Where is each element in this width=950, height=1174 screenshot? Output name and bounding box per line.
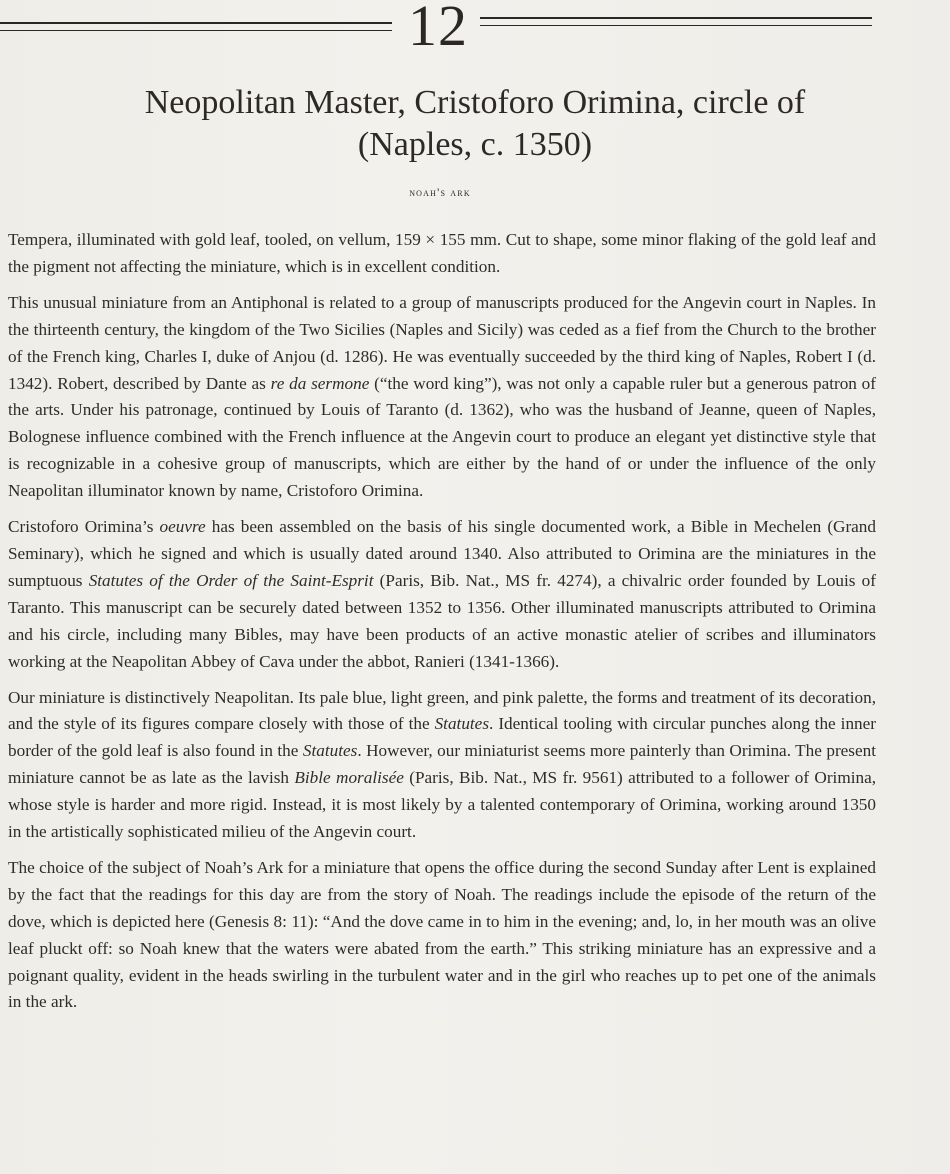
paragraph-description: Tempera, illuminated with gold leaf, tooled, on vellum, 159 × 155 mm. Cut to shape, some minor flaking of the gold leaf and the pigment not affecting the miniature, which is in excellent condition.	[8, 230, 876, 276]
entry-subtitle: noah's ark	[409, 185, 471, 199]
header-rule-left	[0, 22, 392, 31]
italic-title: Statutes of the Order of the Saint-Esprit	[88, 570, 374, 590]
entry-title-line-1: Neopolitan Master, Cristoforo Orimina, circle of	[144, 84, 806, 121]
entry-title	[40, 82, 910, 166]
italic-title: Statutes	[302, 741, 358, 761]
header-rule-right	[480, 17, 872, 26]
paragraph-history: This unusual miniature from an Antiphonal is related to a group of manuscripts produced for the Angevin court in Naples. In the thirteenth century, the kingdom of the Two Sicilies (Naples and Sicily) was ceded as a fief from the Church to the brother of the French king, Charles I, duke of Anjou (d. 1286). He was eventually succeeded by the third king of Naples, Robert I (d. 1342). Robert, described by Dante as re da sermone (“the word king”), was not only a capable ruler but a generous patron of the arts. Under his patronage, continued by Louis of Taranto (d. 1362), who was the husband of Jeanne, queen of Naples, Bolognese influence combined with the French influence at the Angevin court to produce an elegant yet distinctive style that is recognizable in a cohesive group of manuscripts, which are either by the hand of or under the influence of the only Neapolitan illuminator known by name, Cristoforo Orimina.	[8, 292, 877, 501]
paragraph-subject: The choice of the subject of Noah’s Ark for a miniature that opens the office during the second Sunday after Lent is explained by the fact that the readings for this day are from the story of Noah. The readings include the episode of the return of the dove, which is depicted here (Genesis 8: 11): “And the dove came in to him in the evening; and, lo, in her mouth was an olive leaf pluckt off: so Noah knew that the waters were abated from the earth.” This striking miniature has an expressive and a poignant quality, evident in the heads swirling in the turbulent water and in the girl who reaches up to pet one of the animals in the ark.	[8, 857, 876, 1012]
chapter-number: 12	[408, 0, 468, 58]
italic-term: re da sermone	[270, 373, 370, 393]
italic-term: oeuvre	[159, 517, 206, 537]
italic-title: Statutes	[434, 714, 490, 734]
entry-body	[8, 227, 876, 1025]
paragraph-style: Our miniature is distinctively Neapolitan. Its pale blue, light green, and pink palette, the forms and treatment of its decoration, and the style of its figures compare closely with those of the Statutes. Identical tooling with circular punches along the inner border of the gold leaf is also found in the Statutes. However, our miniaturist seems more painterly than Orimina. The present miniature cannot be as late as the lavish Bible moralisée (Paris, Bib. Nat., MS fr. 9561) attributed to a follower of Orimina, whose style is harder and more rigid. Instead, it is most likely by a talented contemporary of Orimina, working around 1350 in the artistically sophisticated milieu of the Angevin court.	[8, 687, 876, 842]
italic-title: Bible moralisée	[294, 768, 404, 788]
paragraph-attribution: Cristoforo Orimina’s oeuvre has been assembled on the basis of his single documented work, a Bible in Mechelen (Grand Seminary), which he signed and which is usually dated around 1340. Also attributed to Orimina are the miniatures in the sumptuous Statutes of the Order of the Saint-Esprit (Paris, Bib. Nat., MS fr. 4274), a chivalric order founded by Louis of Taranto. This manuscript can be securely dated between 1352 to 1356. Other illuminated manuscripts attributed to Orimina and his circle, including many Bibles, may have been products of an active monastic atelier of scribes and illuminators working at the Neapolitan Abbey of Cava under the abbot, Ranieri (1341-1366).	[8, 517, 876, 671]
entry-title-line-2: (Naples, c. 1350)	[357, 126, 593, 163]
